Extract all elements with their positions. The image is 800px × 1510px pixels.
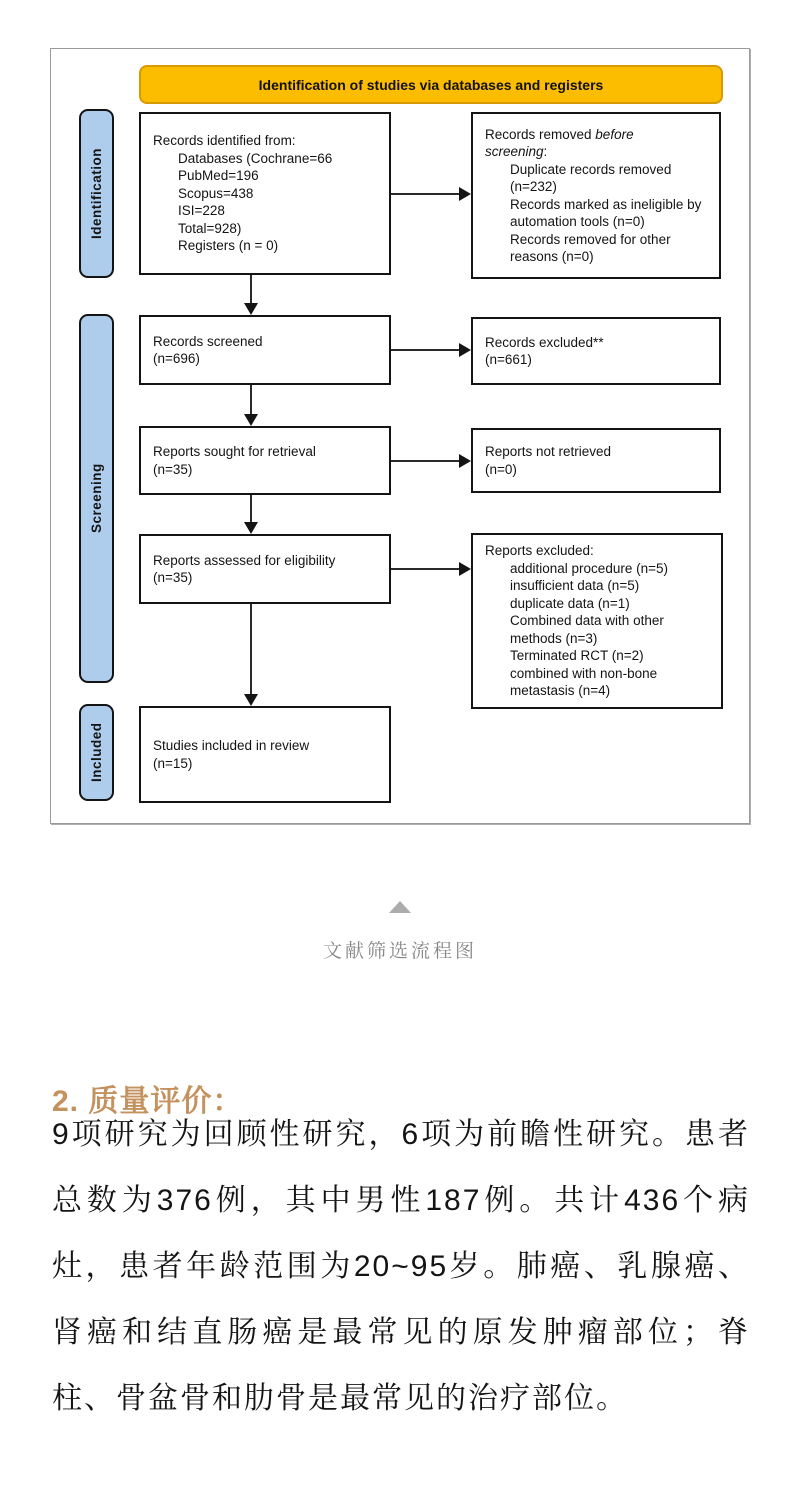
section-heading: 2. 质量评价： [52, 1084, 244, 1118]
box-count: (n=35) [153, 461, 193, 477]
box-item: Duplicate records removed (n=232) [510, 161, 672, 194]
box-title: Reports excluded: [485, 543, 594, 559]
arrow-right-head [459, 187, 471, 201]
arrow-line [250, 604, 252, 696]
box-reports-not-retrieved [471, 428, 721, 493]
box-item: ISI=228 [178, 203, 225, 219]
arrow-right-head [459, 562, 471, 576]
box-count: (n=0) [485, 461, 517, 477]
box-line: Reports assessed for eligibility [153, 552, 336, 568]
figure-caption: 文献筛选流程图 [322, 941, 477, 962]
box-item: Terminated RCT (n=2) [510, 648, 644, 664]
box-line: Studies included in review [153, 738, 310, 753]
arrow-right-head [459, 343, 471, 357]
box-reports-sought [139, 426, 391, 495]
section-body-text: 9项研究为回顾性研究，6项为前瞻性研究。患者总数为376例，其中男性187例。共计436个病灶，患者年龄范围为20~95岁。肺癌、乳腺癌、肾癌和结直肠癌是最常见的原发肿瘤部位；脊柱、骨盆骨和肋骨是最常见的治疗部位。 [52, 1118, 750, 1415]
arrow-line [250, 385, 252, 416]
prisma-flow-diagram [50, 48, 750, 824]
title-text: Records removed [485, 126, 596, 142]
box-reports-assessed [139, 534, 391, 604]
arrow-down-head [244, 694, 258, 706]
box-studies-included [139, 706, 391, 803]
box-line: Reports sought for retrieval [153, 444, 316, 459]
diagram-banner: Identification of studies via databases and registers [139, 65, 723, 104]
arrow-line [391, 460, 459, 462]
box-line: Records excluded** [485, 334, 604, 350]
box-item: Records marked as ineligible by automation tools (n=0) [510, 196, 702, 229]
arrow-down-head [244, 522, 258, 534]
box-count: (n=35) [153, 570, 193, 585]
box-count: (n=696) [153, 351, 200, 366]
arrow-down-head [244, 414, 258, 426]
box-records-excluded [471, 317, 721, 385]
box-records-removed [471, 112, 721, 279]
box-item: combined with non-bone metastasis (n=4) [510, 665, 658, 699]
arrow-line [250, 275, 252, 305]
arrow-line [250, 495, 252, 524]
box-item: Scopus=438 [178, 185, 254, 201]
arrow-line [391, 349, 459, 351]
box-title [485, 126, 711, 161]
box-item: additional procedure (n=5) [510, 560, 668, 576]
title-emphasis: screening [485, 144, 544, 159]
box-item: Total=928) [178, 220, 242, 236]
box-title: Records identified from: [153, 133, 296, 149]
box-count: (n=15) [153, 755, 193, 771]
stage-label-identification: Identification [79, 109, 114, 278]
box-item: duplicate data (n=1) [510, 595, 630, 611]
box-records-identified [139, 112, 391, 275]
box-reports-excluded [471, 533, 723, 709]
box-item: Combined data with other methods (n=3) [510, 613, 664, 646]
box-records-screened [139, 315, 391, 385]
box-item: PubMed=196 [178, 168, 259, 184]
box-item: insufficient data (n=5) [510, 578, 640, 594]
box-line: Reports not retrieved [485, 444, 612, 459]
stage-label-screening: Screening [79, 314, 114, 683]
title-emphasis: before [595, 126, 634, 142]
arrow-line [391, 193, 459, 195]
box-item: Records removed for other reasons (n=0) [510, 231, 671, 264]
arrow-right-head [459, 454, 471, 468]
stage-label-included: Included [79, 704, 114, 801]
box-line: Records screened [153, 333, 263, 349]
arrow-down-head [244, 303, 258, 315]
box-count: (n=661) [485, 352, 532, 367]
title-text: : [543, 144, 548, 159]
arrow-line [391, 568, 459, 570]
box-item: Registers (n = 0) [178, 238, 279, 254]
collapse-triangle-icon[interactable] [389, 901, 411, 913]
box-item: Databases (Cochrane=66 [178, 150, 333, 166]
